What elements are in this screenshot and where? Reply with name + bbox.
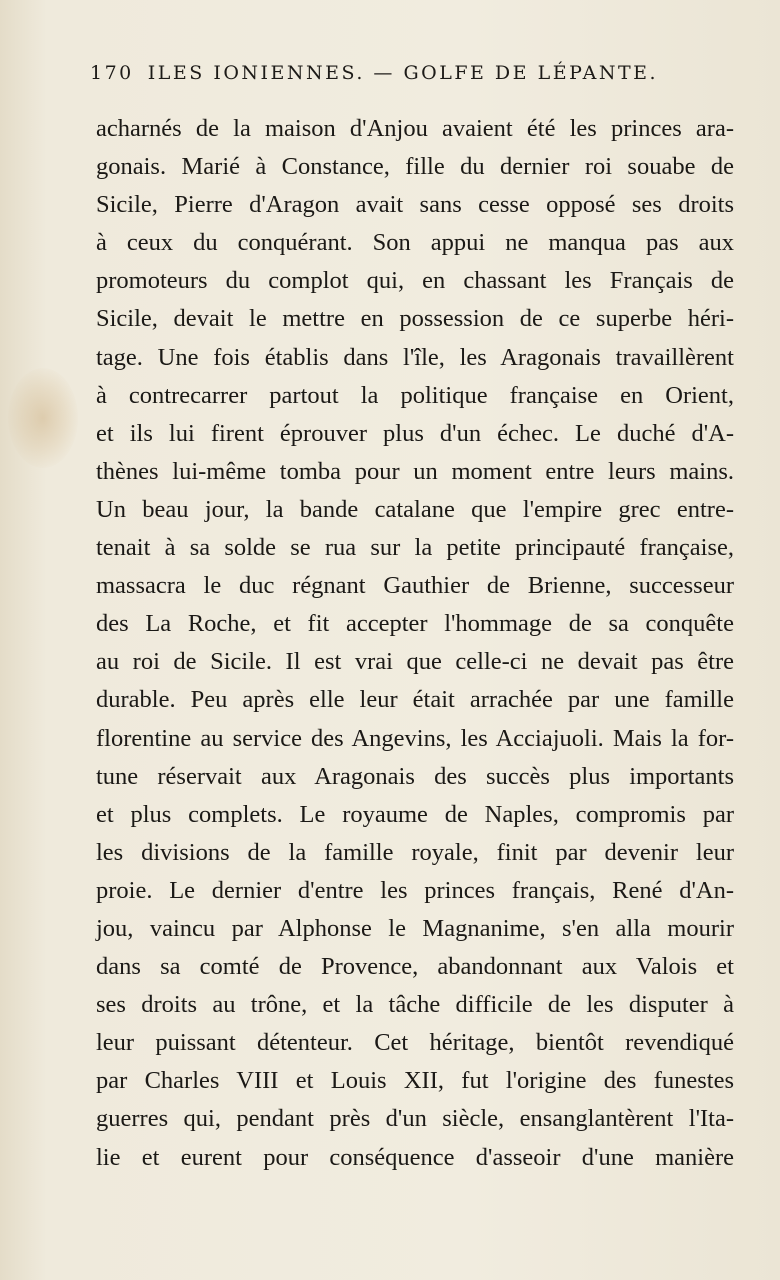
text-line: et ils lui firent éprouver plus d'un échec. Le duché d'A- [96, 419, 734, 447]
text-line: gonais. Marié à Constance, fille du dernier roi souabe de [96, 153, 734, 181]
text-line: acharnés de la maison d'Anjou avaient été les princes ara- [96, 115, 734, 142]
text-line: des La Roche, et fit accepter l'hommage de sa conquête [96, 610, 734, 638]
text-line: à contrecarrer partout la politique française en Orient, [96, 381, 734, 409]
running-title: ILES IONIENNES. — GOLFE DE LÉPANTE. [147, 62, 659, 84]
text-line: tune réservait aux Aragonais des succès plus importants [96, 762, 734, 790]
body-text [96, 110, 746, 1177]
text-line: Sicile, devait le mettre en possession de ce superbe héri- [96, 305, 734, 333]
running-header [90, 62, 740, 84]
text-line: au roi de Sicile. Il est vrai que celle-ci ne devait pas être [96, 648, 734, 676]
text-line: tenait à sa solde se rua sur la petite principauté française, [96, 534, 734, 562]
page-number: 170 [90, 62, 134, 84]
text-line: promoteurs du complot qui, en chassant les Français de [96, 267, 734, 295]
text-line: proie. Le dernier d'entre les princes français, René d'An- [96, 876, 734, 904]
text-line: jou, vaincu par Alphonse le Magnanime, s'en alla mourir [96, 914, 734, 942]
text-line: thènes lui-même tomba pour un moment entre leurs mains. [96, 457, 734, 485]
paper-stain [8, 368, 78, 468]
text-line: les divisions de la famille royale, finit par devenir leur [96, 838, 734, 866]
text-line: ses droits au trône, et la tâche difficile de les disputer à [96, 991, 734, 1019]
text-line: par Charles VIII et Louis XII, fut l'origine des funestes [96, 1067, 734, 1095]
text-line: dans sa comté de Provence, abandonnant aux Valois et [96, 953, 734, 981]
text-line: Un beau jour, la bande catalane que l'empire grec entre- [96, 495, 734, 523]
text-line: massacra le duc régnant Gauthier de Brienne, successeur [96, 572, 734, 600]
text-line: florentine au service des Angevins, les Acciajuoli. Mais la for- [96, 724, 734, 752]
text-line: durable. Peu après elle leur était arrachée par une famille [96, 686, 734, 714]
text-line: guerres qui, pendant près d'un siècle, ensanglantèrent l'Ita- [96, 1105, 734, 1133]
text-line: et plus complets. Le royaume de Naples, compromis par [96, 800, 734, 828]
text-line: à ceux du conquérant. Son appui ne manqua pas aux [96, 229, 734, 257]
text-line: Sicile, Pierre d'Aragon avait sans cesse opposé ses droits [96, 191, 734, 219]
text-line: lie et eurent pour conséquence d'asseoir d'une manière [96, 1143, 734, 1171]
text-line: tage. Une fois établis dans l'île, les Aragonais travaillèrent [96, 343, 734, 371]
text-line: leur puissant détenteur. Cet héritage, bientôt revendiqué [96, 1029, 734, 1057]
